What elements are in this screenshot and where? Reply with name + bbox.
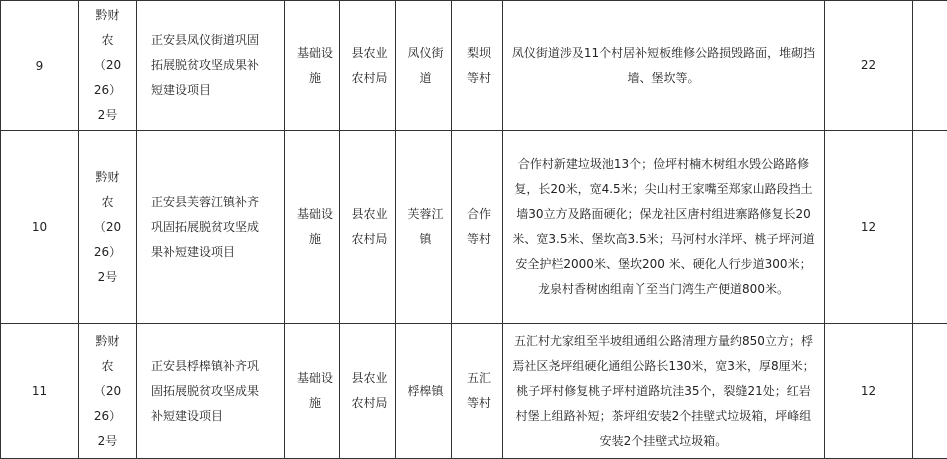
amount [825,324,913,459]
department [340,324,396,459]
village [452,324,503,459]
row-number [1,324,79,459]
row-number [1,131,79,324]
construction-content [503,324,825,459]
department-text: 县农业农村局 [340,41,395,91]
department-text: 县农业农村局 [340,202,395,252]
table-row [1,1,947,131]
project-name-text: 正安县凤仪街道巩固拓展脱贫攻坚成果补短建设项目 [137,28,284,103]
project-name [137,324,285,459]
document-number [79,324,137,459]
project-name [137,1,285,131]
town-text: 桴槔镇 [396,379,451,404]
project-name-text: 正安县桴槔镇补齐巩固拓展脱贫攻坚成果补短建设项目 [137,354,284,429]
project-type-text: 基础设施 [285,41,339,91]
project-type [285,1,340,131]
document-number [79,1,137,131]
table-row [1,131,947,324]
project-type [285,131,340,324]
department [340,131,396,324]
blank-cell [913,1,947,131]
amount-text: 22 [861,58,876,72]
row-number [1,1,79,131]
row-number-text: 9 [36,59,44,73]
document-number-text: 黔财农（2026）2号 [79,165,136,290]
amount [825,1,913,131]
construction-content-text: 凤仪街道涉及11个村居补短板维修公路损毁路面，堆砌挡墙、堡坎等。 [503,41,824,91]
amount-text: 12 [861,384,876,398]
table-row [1,324,947,459]
village-text: 五汇等村 [452,366,502,416]
document-number-text: 黔财农（2026）2号 [79,3,136,128]
amount [825,131,913,324]
village [452,131,503,324]
construction-content-text: 合作村新建垃圾池13个；俭坪村楠木树组水毁公路路修复，长20米，宽4.5米；尖山村王家嘴至郑家山路段挡土墙30立方及路面硬化；保龙社区唐村组进寨路修复长20米、宽3.5米、堡坎高3.5米；马河村水洋坪、桃子坪河道安全护栏2000米、堡坎200 米、硬化人行步道300米；龙泉村香树凼组南丫至当门湾生产便道800米。 [503,152,824,302]
village-text: 梨坝等村 [452,41,502,91]
row-number-text: 10 [32,220,47,234]
construction-content [503,1,825,131]
town [396,131,452,324]
village-text: 合作等村 [452,202,502,252]
document-number-text: 黔财农（2026）2号 [79,329,136,454]
document-number [79,131,137,324]
project-type-text: 基础设施 [285,366,339,416]
row-number-text: 11 [32,384,47,398]
town-text: 芙蓉江镇 [396,202,451,252]
blank-cell [913,324,947,459]
amount-text: 12 [861,220,876,234]
town-text: 凤仪街道 [396,41,451,91]
project-name-text: 正安县芙蓉江镇补齐巩固拓展脱贫攻坚成果补短建设项目 [137,190,284,265]
town [396,1,452,131]
project-type [285,324,340,459]
town [396,324,452,459]
village [452,1,503,131]
department [340,1,396,131]
construction-content [503,131,825,324]
department-text: 县农业农村局 [340,366,395,416]
project-type-text: 基础设施 [285,202,339,252]
blank-cell [913,131,947,324]
construction-content-text: 五汇村尤家组至半坡组通组公路清理方量约850立方；桴焉社区尧坪组硬化通组公路长130米，宽3米，厚8厘米；桃子坪村修复桃子坪村道路坑洼35个，裂缝21处；红岩村堡上组路补短；茶坪组安装2个挂壁式垃圾箱，坪峰组安装2个挂壁式垃圾箱。 [503,329,824,454]
project-name [137,131,285,324]
